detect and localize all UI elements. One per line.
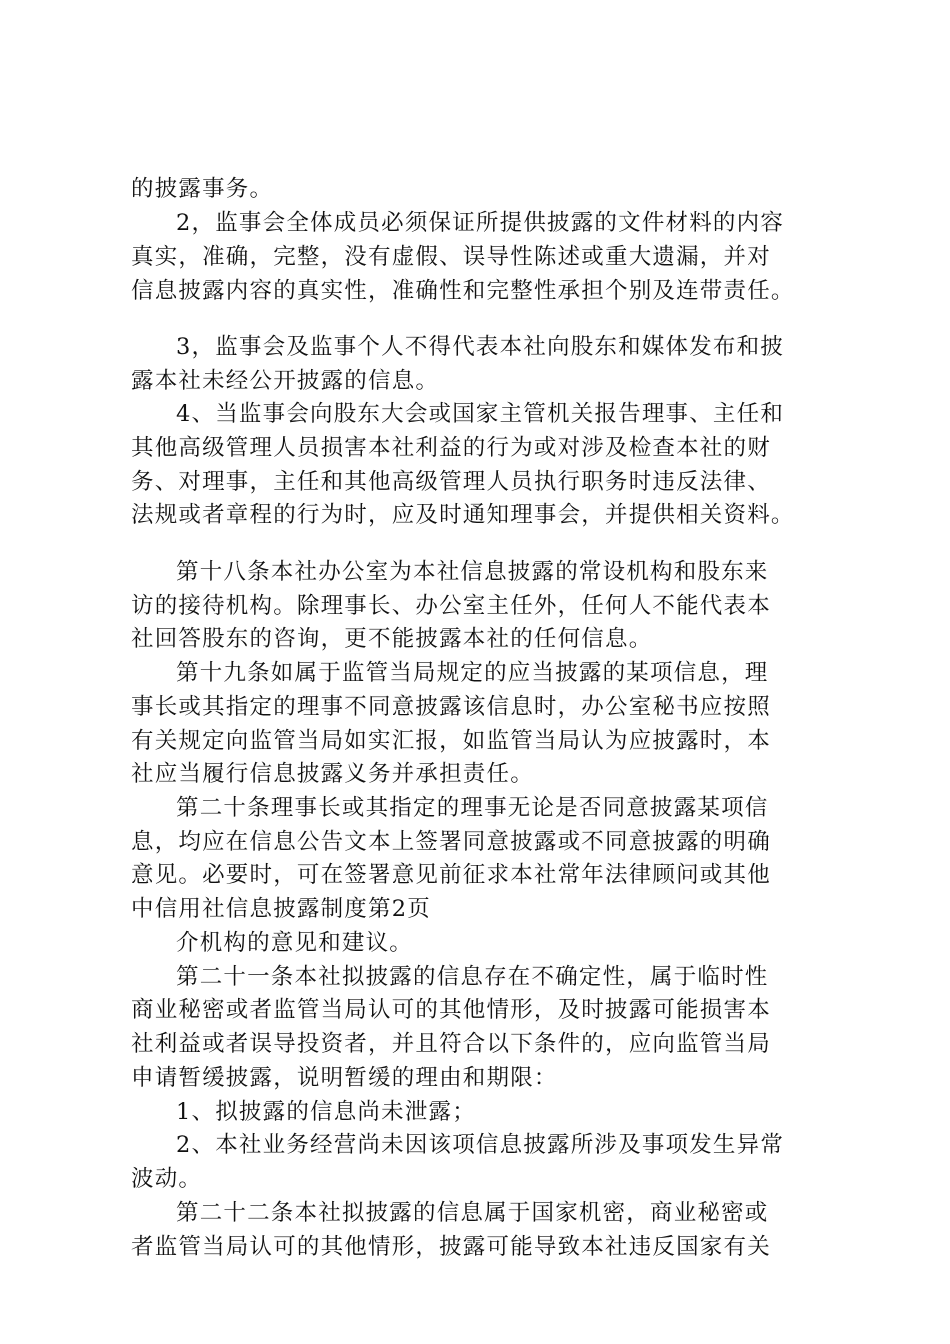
- page-footer-text: 中信用社信息披露制度第2页: [131, 896, 431, 922]
- text-line: 第十九条如属于监管当局规定的应当披露的某项信息，理: [176, 660, 769, 686]
- text-line: 者监管当局认可的其他情形，披露可能导致本社违反国家有关: [131, 1234, 771, 1260]
- text-line: 法规或者章程的行为时，应及时通知理事会，并提供相关资料。: [131, 502, 795, 528]
- text-line: 商业秘密或者监管当局认可的其他情形，及时披露可能损害本: [131, 997, 771, 1023]
- text-line: 露本社未经公开披露的信息。: [131, 368, 440, 394]
- text-line: 申请暂缓披露，说明暂缓的理由和期限：: [131, 1065, 558, 1091]
- text-line: 介机构的意见和建议。: [176, 930, 414, 956]
- text-line: 息，均应在信息公告文本上签署同意披露或不同意披露的明确: [131, 829, 771, 855]
- text-line: 1、拟披露的信息尚未泄露；: [176, 1099, 476, 1125]
- text-line: 有关规定向监管当局如实汇报，如监管当局认为应披露时，本: [131, 728, 771, 754]
- text-line: 第二十条理事长或其指定的理事无论是否同意披露某项信: [176, 795, 769, 821]
- text-line: 第二十二条本社拟披露的信息属于国家机密，商业秘密或: [176, 1200, 769, 1226]
- text-line: 访的接待机构。除理事长、办公室主任外，任何人不能代表本: [131, 593, 771, 619]
- text-line: 2，监事会全体成员必须保证所提供披露的文件材料的内容: [176, 210, 785, 236]
- text-line: 2、本社业务经营尚未因该项信息披露所涉及事项发生异常: [176, 1132, 785, 1158]
- text-line: 信息披露内容的真实性，准确性和完整性承担个别及连带责任。: [131, 278, 795, 304]
- text-line: 社回答股东的咨询，更不能披露本社的任何信息。: [131, 626, 653, 652]
- text-line: 的披露事务。: [131, 176, 274, 202]
- text-line: 务、对理事，主任和其他高级管理人员执行职务时违反法律、: [131, 469, 771, 495]
- text-line: 波动。: [131, 1166, 203, 1192]
- text-line: 其他高级管理人员损害本社利益的行为或对涉及检查本社的财: [131, 435, 771, 461]
- text-line: 真实，准确，完整，没有虚假、误导性陈述或重大遗漏，并对: [131, 244, 771, 270]
- text-line: 意见。必要时，可在签署意见前征求本社常年法律顾问或其他: [131, 862, 771, 888]
- text-line: 第十八条本社办公室为本社信息披露的常设机构和股东来: [176, 559, 769, 585]
- text-line: 3，监事会及监事个人不得代表本社向股东和媒体发布和披: [176, 334, 785, 360]
- text-line: 事长或其指定的理事不同意披露该信息时，办公室秘书应按照: [131, 694, 771, 720]
- text-line: 社应当履行信息披露义务并承担责任。: [131, 761, 534, 787]
- text-line: 4、当监事会向股东大会或国家主管机关报告理事、主任和: [176, 401, 785, 427]
- text-line: 第二十一条本社拟披露的信息存在不确定性，属于临时性: [176, 964, 769, 990]
- text-line: 社利益或者误导投资者，并且符合以下条件的，应向监管当局: [131, 1031, 771, 1057]
